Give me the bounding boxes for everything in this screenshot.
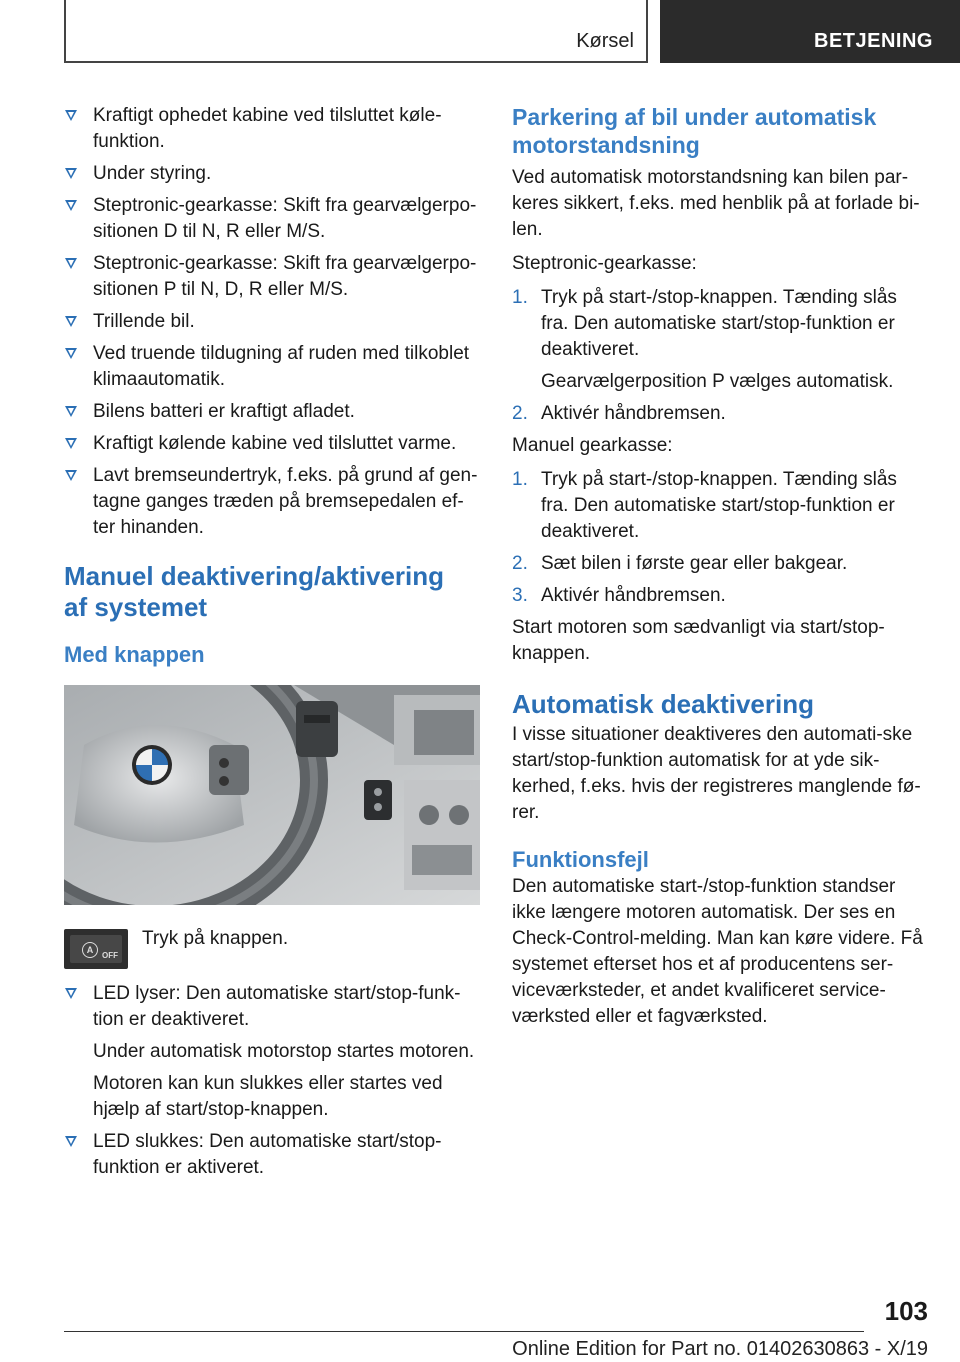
triangle-bullet-icon <box>65 168 77 179</box>
header-chapter-tab <box>660 0 960 63</box>
numbered-step <box>512 583 928 609</box>
left-column-lower <box>64 981 484 1187</box>
condition-bullet-list <box>64 103 484 541</box>
bullet-text: Kraftigt kølende kabine ved tilsluttet varme. <box>93 433 457 454</box>
numbered-step <box>512 551 928 577</box>
bullet-text: Steptronic-gearkasse: Skift fra gearvælgerpo-sitionen D til N, R eller M/S. <box>93 195 477 242</box>
right-column <box>512 103 928 1036</box>
step-text: Aktivér håndbremsen. <box>541 403 726 424</box>
bullet-item <box>64 251 484 303</box>
page-number: 103 <box>884 1296 928 1326</box>
step-number: 1. <box>512 469 528 490</box>
paragraph-start-engine: Start motoren som sædvanligt via start/stop-knappen. <box>512 617 885 664</box>
step-text: Tryk på start-/stop-knappen. Tænding slås fra. Den automatiske start/stop-funktion er deaktiveret. <box>541 287 897 360</box>
bullet-text: Ved truende tildugning af ruden med tilkoblet klimaautomatik. <box>93 343 470 390</box>
step-number: 2. <box>512 403 528 424</box>
bullet-item <box>64 103 484 155</box>
paragraph-steptronic-label: Steptronic-gearkasse: <box>512 253 697 274</box>
bullet-item <box>64 981 484 1123</box>
triangle-bullet-icon <box>65 200 77 211</box>
paragraph-auto-deactivation: I visse situationer deaktiveres den automati-ske start/stop-funktion automatisk for at yde sik-kerhed, f.eks. hvis der registreres manglende fø-rer. <box>512 724 921 823</box>
bullet-item <box>64 341 484 393</box>
numbered-step <box>512 401 928 427</box>
bullet-item <box>64 161 484 187</box>
header-section-tab <box>64 0 648 63</box>
bullet-text: Bilens batteri er kraftigt afladet. <box>93 401 355 422</box>
footer-divider <box>64 1331 864 1332</box>
step-number: 1. <box>512 287 528 308</box>
bullet-text: Steptronic-gearkasse: Skift fra gearvælgerpo-sitionen P til N, D, R eller M/S. <box>93 253 477 300</box>
steptronic-steps <box>512 285 928 427</box>
step-text: Aktivér håndbremsen. <box>541 585 726 606</box>
manual-steps <box>512 467 928 609</box>
footer-edition: Online Edition for Part no. 01402630863 - X/19 <box>512 1338 928 1360</box>
bullet-item <box>64 399 484 425</box>
auto-start-stop-off-icon <box>64 929 128 969</box>
photo-caption: Tryk på knappen. <box>142 928 289 949</box>
step-number: 3. <box>512 585 528 606</box>
triangle-bullet-icon <box>65 470 77 481</box>
header-chapter-title: BETJENING <box>814 30 933 52</box>
led-bullet-list <box>64 981 484 1181</box>
bullet-text: Lavt bremseundertryk, f.eks. på grund af gen-tagne ganges træden på bremsepedalen ef-ter hinanden. <box>93 465 478 538</box>
paragraph-parking-intro: Ved automatisk motorstandsning kan bilen par-keres sikkert, f.eks. med henblik på at forlade bi-len. <box>512 167 920 240</box>
bullet-text: LED slukkes: Den automatiske start/stop-funktion er aktiveret. <box>93 1131 442 1178</box>
header-section-title: Kørsel <box>576 30 634 52</box>
triangle-bullet-icon <box>65 988 77 999</box>
triangle-bullet-icon <box>65 348 77 359</box>
bullet-item <box>64 463 484 541</box>
bullet-text: LED lyser: Den automatiske start/stop-funk-tion er deaktiveret. <box>93 983 461 1030</box>
triangle-bullet-icon <box>65 110 77 121</box>
bullet-text: Under automatisk motorstop startes motoren. <box>93 1041 475 1062</box>
bullet-text: Kraftigt ophedet kabine ved tilsluttet køle-funktion. <box>93 105 442 152</box>
paragraph-malfunction: Den automatiske start-/stop-funktion standser ikke længere motoren automatisk. Der ses en Check-Control-melding. Man kan køre videre. Få systemet efterset hos et af producentens ser-viceværksteder, et andet kvalificeret service-værksted eller et fagværksted. <box>512 876 923 1027</box>
section-heading-malfunction: Funktionsfejl <box>512 847 649 872</box>
bullet-item <box>64 193 484 245</box>
left-column <box>64 103 484 905</box>
bullet-text: Under styring. <box>93 163 212 184</box>
section-heading-parking: Parkering af bil under automatisk motorstandsning <box>512 104 877 158</box>
numbered-step <box>512 285 928 395</box>
section-heading-auto-deactivation: Automatisk deaktivering <box>512 689 814 719</box>
numbered-step <box>512 467 928 545</box>
triangle-bullet-icon <box>65 438 77 449</box>
button-icon-a: A <box>82 942 98 958</box>
step-text: Sæt bilen i første gear eller bakgear. <box>541 553 848 574</box>
triangle-bullet-icon <box>65 258 77 269</box>
triangle-bullet-icon <box>65 316 77 327</box>
step-text: Tryk på start-/stop-knappen. Tænding slås fra. Den automatiske start/stop-funktion er deaktiveret. <box>541 469 897 542</box>
triangle-bullet-icon <box>65 1136 77 1147</box>
bullet-item <box>64 1129 484 1181</box>
steering-wheel-photo <box>64 685 480 905</box>
step-number: 2. <box>512 553 528 574</box>
subheading-with-button: Med knappen <box>64 642 205 667</box>
button-icon-off: OFF <box>102 951 118 960</box>
bullet-text: Motoren kan kun slukkes eller startes ved hjælp af start/stop-knappen. <box>93 1073 443 1120</box>
bullet-text: Trillende bil. <box>93 311 195 332</box>
section-heading-manual: Manuel deaktivering/aktivering af systemet <box>64 561 445 622</box>
paragraph-manual-label: Manuel gearkasse: <box>512 435 673 456</box>
bullet-item <box>64 309 484 335</box>
step-text: Gearvælgerposition P vælges automatisk. <box>541 371 894 392</box>
bullet-item <box>64 431 484 457</box>
triangle-bullet-icon <box>65 406 77 417</box>
